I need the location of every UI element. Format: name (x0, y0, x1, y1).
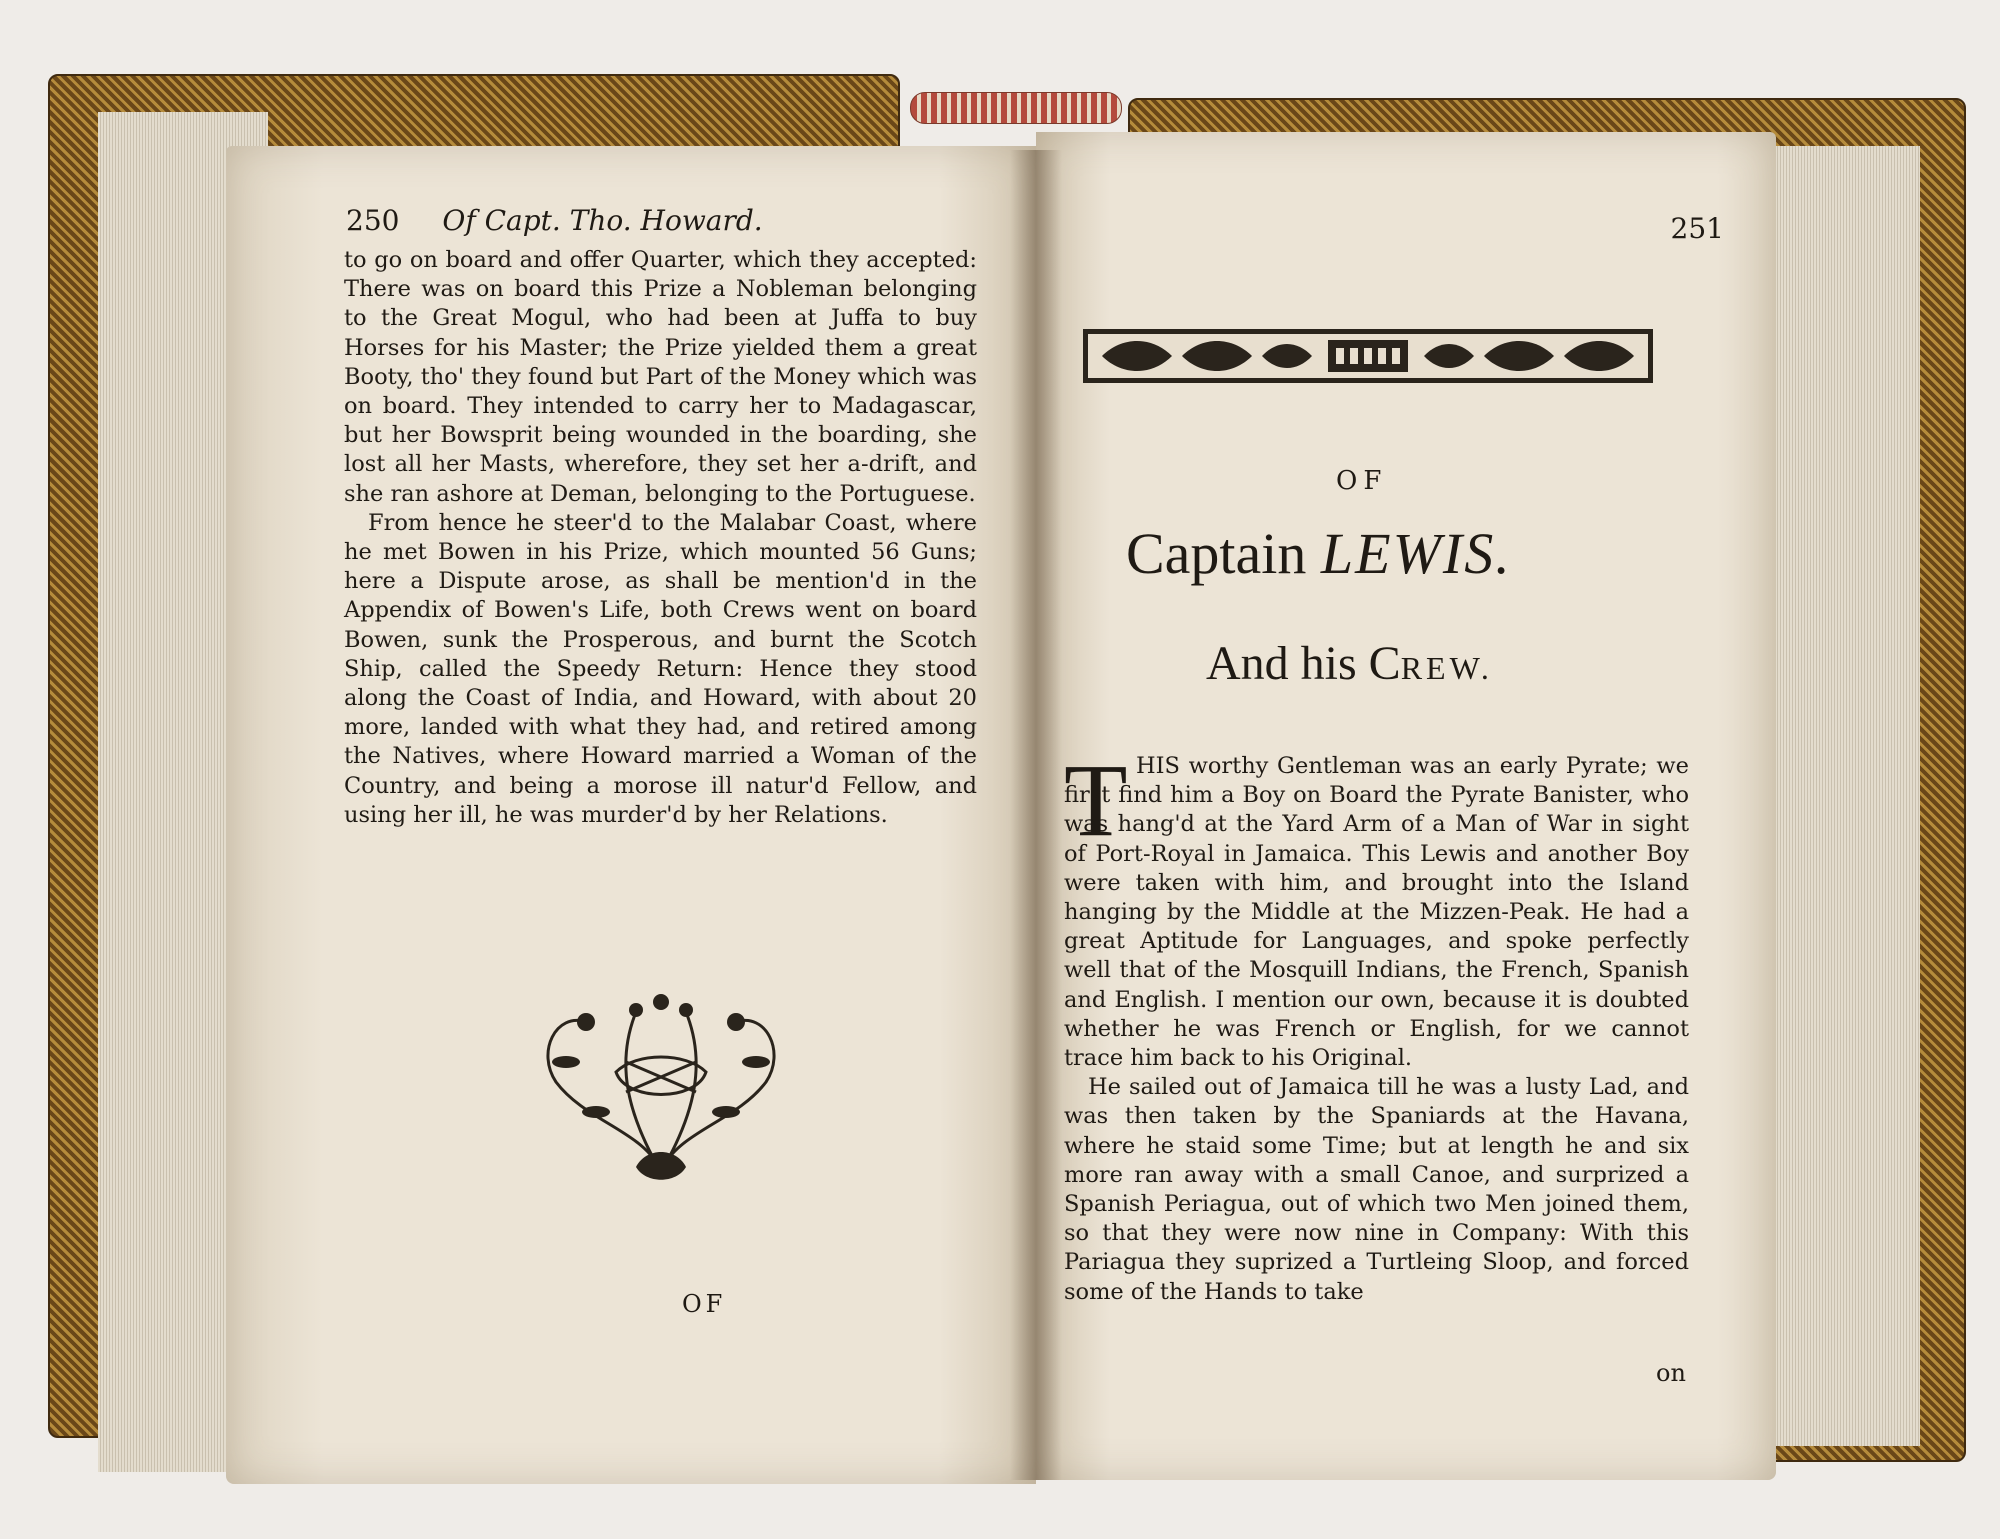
right-catchword: on (1656, 1359, 1686, 1387)
chapter-subtitle (1206, 636, 1493, 691)
chapter-title (1126, 520, 1512, 587)
left-paragraph-2: From hence he steer'd to the Malabar Coast, where he met Bowen in his Prize, which mounted 56 Guns; here a Dispute arose, as shall be mention'd in the Appendix of Bowen's Life, both Crews went on board Bowen, sunk the Prosperous, and burnt the Scotch Ship, called the Speedy Return: Hence they stood along the Coast of India, and Howard, with about 20 more, landed with what they had, and retired among the Natives, where Howard married a Woman of the Country, and being a morose ill natur'd Fellow, and using her ill, he was murder'd by her Relations. (344, 509, 977, 828)
chapter-of-label: OF (1336, 466, 1388, 496)
page-edges-right (1760, 146, 1920, 1446)
right-page (1036, 132, 1776, 1480)
headband (910, 92, 1122, 124)
chapter-subtitle-smallcaps: REW. (1400, 650, 1493, 686)
right-paragraph-1: HIS worthy Gentleman was an early Pyrate; we first find him a Boy on Board the Pyrate Banister, who was hang'd at the Yard Arm of a Man of War in sight of Port-Royal in Jamaica. This Lewis and another Boy were taken with him, and brought into the Island hanging by the Middle at the Mizzen-Peak. He had a great Aptitude for Languages, and spoke perfectly well that of the Mosquill Indians, the French, Spanish and English. I mention our own, because it is doubted whether he was French or English, for we cannot trace him back to his Original. (1064, 753, 1689, 1072)
right-paragraph-2: He sailed out of Jamaica till he was a lusty Lad, and was then taken by the Spaniards at the Havana, where he staid some Time; but at length he and six more ran away with a small Canoe, and surprized a Spanish Periagua, out of which two Men joined them, so that they were now nine in Company: With this Pariagua they suprized a Turtleing Sloop, and forced some of the Hands to take (1064, 1074, 1689, 1305)
tailpiece-ornament-icon (526, 972, 796, 1192)
chapter-title-name: LEWIS. (1320, 521, 1512, 586)
chapter-subtitle-prefix: And his C (1206, 637, 1401, 690)
right-body-text (1064, 752, 1689, 1307)
book-gutter (1010, 150, 1062, 1480)
left-paragraph-1: to go on board and offer Quarter, which they accepted: There was on board this Prize a Nobleman belonging to the Great Mogul, who had been at Juffa to buy Horses for his Master; the Prize yielded them a great Booty, tho' they found but Part of the Money which was on board. They intended to carry her to Madagascar, but her Bowsprit being wounded in the boarding, she lost all her Masts, wherefore, they set her a-drift, and she ran ashore at Deman, belonging to the Portuguese. (344, 247, 977, 507)
headpiece-ornament-icon (1082, 328, 1654, 384)
left-running-title: Of Capt. Tho. Howard. (442, 204, 763, 237)
right-page-number: 251 (1670, 212, 1724, 245)
left-page (226, 146, 1036, 1484)
left-catchword: OF (682, 1290, 727, 1318)
left-body-text (344, 246, 977, 830)
left-running-head (346, 204, 763, 237)
chapter-title-prefix: Captain (1126, 521, 1307, 586)
left-page-number: 250 (346, 204, 400, 237)
drop-cap: T (1064, 743, 1128, 858)
